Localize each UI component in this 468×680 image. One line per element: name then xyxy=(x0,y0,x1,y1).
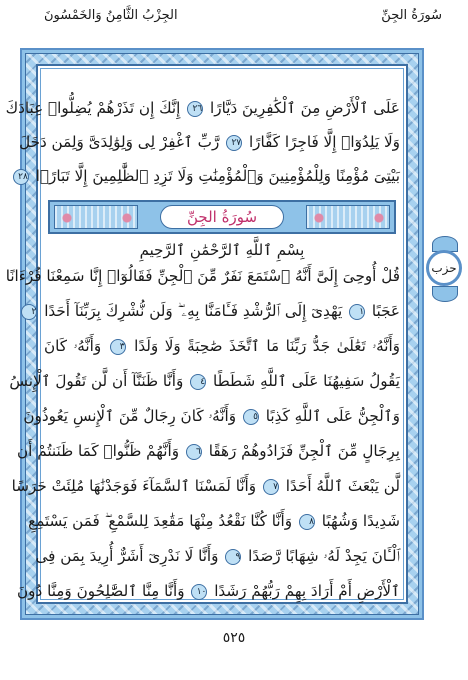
verse-line xyxy=(9,367,400,395)
hizb-marker-circle xyxy=(426,250,462,286)
surah-title-banner xyxy=(48,200,396,234)
verse-line xyxy=(44,332,400,360)
ayah-number-marker: ٢٦ xyxy=(187,101,203,117)
verse-line xyxy=(28,507,400,535)
ayah-number-marker: ٢ xyxy=(21,304,37,320)
verse-text: عَلَى ٱلْأَرْضِ مِنَ ٱلْكَٰفِرِينَ دَيَّارًا xyxy=(210,99,400,117)
verse-text: وَلَا يَلِدُوٓا۟ إِلَّا فَاجِرًا كَفَّارًا xyxy=(248,133,400,151)
verse-text: رَّبِّ ٱغْفِرْ لِى وَلِوَٰلِدَىَّ وَلِمَن دَخَلَ xyxy=(19,133,220,151)
verse-text: وَأَنَّهُۥ كَانَ xyxy=(44,337,102,355)
ayah-number-marker: ٤ xyxy=(190,374,206,390)
ayah-number-marker: ٩ xyxy=(225,549,241,565)
surah-title: سُورَةُ الجِنِّ xyxy=(160,205,284,229)
verse-text: عَجَبًا xyxy=(371,302,400,320)
basmala: بِسْمِ ٱللَّهِ ٱلرَّحْمَٰنِ ٱلرَّحِيمِ xyxy=(139,241,305,259)
verse-text: وَأَنَّا لَا نَدْرِىٓ أَشَرٌّ أُرِيدَ بِمَن فِى xyxy=(35,547,219,565)
hizb-marker-label: حزب xyxy=(431,261,457,275)
surah-name-header: سُورَةُ الجِنِّ xyxy=(381,8,442,23)
verse-text: وَأَنَّهُمْ ظَنُّوا۟ كَمَا ظَنَنتُمْ أَن xyxy=(17,442,180,460)
ayah-number-marker: ١٠ xyxy=(191,584,207,600)
verse-text: ٱلْـَٔانَ يَجِدْ لَهُۥ شِهَابًا رَّصَدًا xyxy=(248,547,400,565)
hizb-label-header: الجِزْبُ الثَّامِنُ وَالخَمْسُونَ xyxy=(44,8,178,23)
ayah-number-marker: ٣ xyxy=(110,339,126,355)
verse-text: وَأَنَّا ظَنَنَّآ أَن لَّن تَقُولَ ٱلْإِنسُ xyxy=(9,372,184,390)
verse-line xyxy=(35,542,400,570)
verse-text: وَأَنَّا كُنَّا نَقْعُدُ مِنْهَا مَقَٰعِدَ لِلسَّمْعِ ۖ فَمَن يَسْتَمِعِ xyxy=(28,512,293,530)
verse-line xyxy=(5,94,400,122)
ayah-number-marker: ٢٧ xyxy=(226,135,242,151)
ayah-number-marker: ٧ xyxy=(263,479,279,495)
verse-line xyxy=(17,577,400,605)
verse-line xyxy=(18,162,400,190)
verse-text: وَأَنَّهُۥ تَعَٰلَىٰ جَدُّ رَبِّنَا مَا ٱتَّخَذَ صَٰحِبَةً وَلَا وَلَدًا xyxy=(134,337,401,355)
ayah-number-marker: ٨ xyxy=(299,514,315,530)
verse-text: إِنَّكَ إِن تَذَرْهُمْ يُضِلُّوا۟ عِبَادَكَ xyxy=(5,99,181,117)
ayah-number-marker: ٦ xyxy=(186,444,202,460)
verse-line xyxy=(19,128,400,156)
verse-text: ٱلْأَرْضِ أَمْ أَرَادَ بِهِمْ رَبُّهُمْ رَشَدًا xyxy=(214,582,400,600)
hizb-side-marker xyxy=(424,236,464,320)
verse-text: يَهْدِىٓ إِلَى ٱلرُّشْدِ فَـَٔامَنَّا بِهِۦ ۖ وَلَن نُّشْرِكَ بِرَبِّنَآ أَحَدًا xyxy=(44,302,343,320)
verse-line xyxy=(11,472,400,500)
ayah-number-marker: ١ xyxy=(349,304,365,320)
banner-flower-ornament xyxy=(54,205,138,229)
verse-text: يَقُولُ سَفِيهُنَا عَلَى ٱللَّهِ شَطَطًا xyxy=(212,372,400,390)
verse-text: شَدِيدًا وَشُهُبًا xyxy=(321,512,400,530)
verse-text: بِرِجَالٍ مِّنَ ٱلْجِنِّ فَزَادُوهُمْ رَهَقًا xyxy=(208,442,400,460)
verse-text: قُلْ أُوحِىَ إِلَىَّ أَنَّهُ ٱسْتَمَعَ نَفَرٌ مِّنَ ٱلْجِنِّ فَقَالُوٓا۟ إِنَّا سَمِعْنَا قُرْءَانًا xyxy=(5,267,400,285)
verse-text: وَٱلْجِنُّ عَلَى ٱللَّهِ كَذِبًا xyxy=(265,407,400,425)
verse-line xyxy=(17,437,400,465)
verse-line xyxy=(23,402,400,430)
verse-line xyxy=(31,297,400,325)
ayah-number-marker: ٥ xyxy=(243,409,259,425)
verse-text: وَأَنَّا مِنَّا ٱلصَّٰلِحُونَ وَمِنَّا دُونَ xyxy=(17,582,185,600)
marker-bottom-ornament xyxy=(432,286,458,302)
verse-text: لَّن يَبْعَثَ ٱللَّهُ أَحَدًا xyxy=(285,477,400,495)
banner-flower-ornament xyxy=(306,205,390,229)
page-number: ٥٢٥ xyxy=(222,630,246,646)
ayah-number-marker: ٢٨ xyxy=(13,169,29,185)
verse-text: وَأَنَّا لَمَسْنَا ٱلسَّمَآءَ فَوَجَدْنَٰهَا مُلِئَتْ حَرَسًا xyxy=(11,477,257,495)
verse-text: وَأَنَّهُۥ كَانَ رِجَالٌ مِّنَ ٱلْإِنسِ يَعُوذُونَ xyxy=(23,407,237,425)
verse-text: بَيْتِىَ مُؤْمِنًا وَلِلْمُؤْمِنِينَ وَٱلْمُؤْمِنَٰتِ وَلَا تَزِدِ ٱلظَّٰلِمِينَ إِلَّا تَبَارًۢا xyxy=(35,167,400,185)
verse-line xyxy=(5,262,400,290)
